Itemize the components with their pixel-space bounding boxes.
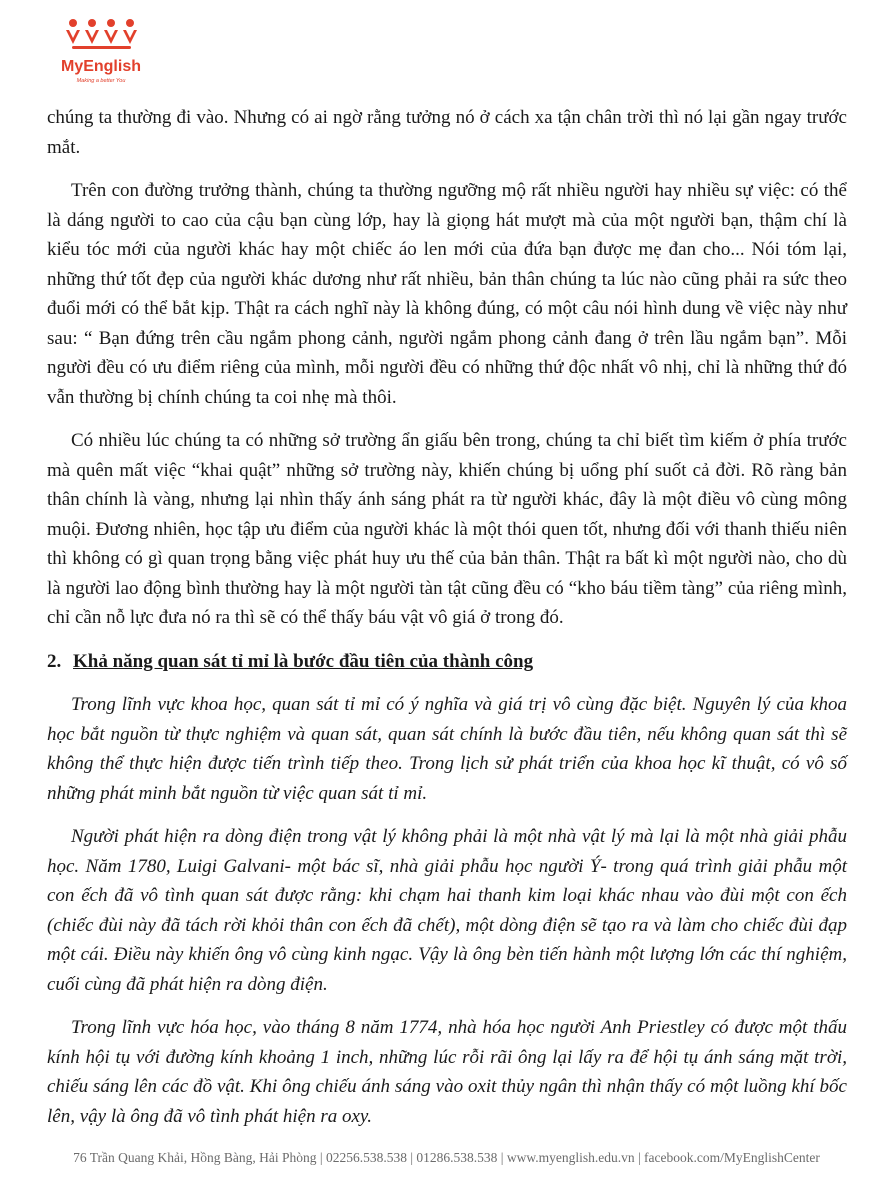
- logo-name: MyEnglish: [60, 58, 141, 75]
- paragraph: Trong lĩnh vực hóa học, vào tháng 8 năm 1774, nhà hóa học người Anh Priestley có được một thấu kính hội tụ với đường kính khoảng 1 inch, những lúc rỗi rãi ông lại lấy ra để hội tụ ánh sáng mặt trời, chiếu sáng lên các đồ vật. Khi ông chiếu ánh sáng vào oxit thủy ngân thì nhận thấy có một luồng khí bốc lên, vậy là ông đã vô tình phát hiện ra oxy.: [47, 1017, 847, 1127]
- paragraph: Trong lĩnh vực khoa học, quan sát tỉ mỉ có ý nghĩa và giá trị vô cùng đặc biệt. Nguyên lý của khoa học bắt nguồn từ thực nghiệm và quan sát, quan sát chính là bước đầu tiên, nếu không quan sát thì sẽ không thể thực hiện được tiến trình tiếp theo. Trong lịch sử phát triển của khoa học kĩ thuật, có vô số những phát minh bắt nguồn từ việc quan sát tỉ mỉ.: [47, 694, 847, 804]
- section-number: 2.: [47, 650, 62, 672]
- brand-logo: [46, 18, 156, 88]
- paragraph: chúng ta thường đi vào. Nhưng có ai ngờ rằng tưởng nó ở cách xa tận chân trời thì nó lại gần ngay trước mắt.: [47, 107, 847, 158]
- section-heading: [47, 647, 847, 677]
- paragraph: Có nhiều lúc chúng ta có những sở trường ẩn giấu bên trong, chúng ta chỉ biết tìm kiếm ở phía trước mà quên mất việc “khai quật” những sở trường này, khiến chúng bị uổng phí suốt cả đời. Rõ ràng bản thân chính là vàng, nhưng lại nhìn thấy ánh sáng phát ra từ người khác, đây là một điều vô cùng mông muội. Đương nhiên, học tập ưu điểm của người khác là một thói quen tốt, nhưng đối với thanh thiếu niên thì không có gì quan trọng bằng việc phát huy ưu thế của bản thân. Thật ra bất kì một người nào, cho dù là người lao động bình thường hay là một người tàn tật cũng đều có “kho báu tiềm tàng” của riêng mình, chỉ cần nỗ lực đưa nó ra thì sẽ có thể thấy báu vật vô giá ở trong đó.: [47, 430, 847, 628]
- logo-tagline: Making a better You: [76, 78, 126, 84]
- section-title: Khả năng quan sát tỉ mỉ là bước đầu tiên của thành công: [73, 650, 534, 672]
- document-body: [47, 103, 847, 1145]
- paragraph: Người phát hiện ra dòng điện trong vật lý không phải là một nhà vật lý mà lại là một nhà giải phẫu học. Năm 1780, Luigi Galvani- một bác sĩ, nhà giải phẫu học người Ý- trong quá trình giải phẫu một con ếch đã vô tình quan sát được rằng: khi chạm hai thanh kim loại khác nhau vào đùi một con ếch (chiếc đùi này đã tách rời khỏi thân con ếch đã chết), một dòng điện sẽ tạo ra và làm cho chiếc đùi đạp một cái. Điều này khiến ông vô cùng kinh ngạc. Vậy là ông bèn tiến hành một lượng lớn các thí nghiệm, cuối cùng đã phát hiện ra dòng điện.: [47, 826, 847, 995]
- paragraph: Trên con đường trưởng thành, chúng ta thường ngưỡng mộ rất nhiều người hay nhiều sự việc: có thể là dáng người to cao của cậu bạn cùng lớp, hay là giọng hát mượt mà của một người bạn, thậm chí là kiểu tóc mới của người khác hay một chiếc áo len mới của đứa bạn được mẹ đan cho... Nói tóm lại, những thứ tốt đẹp của người khác dương như rất nhiều, bản thân chúng ta lúc nào cũng phải ra sức theo đuổi mới có thể bắt kịp. Thật ra cách nghĩ này là không đúng, có một câu nói hình dung về việc này như sau: “ Bạn đứng trên cầu ngắm phong cảnh, người ngắm phong cảnh đang ở trên lầu ngắm bạn”. Mỗi người đều có ưu điểm riêng của mình, mỗi người đều có những thứ độc nhất vô nhị, chỉ là những thứ đó vẫn thường bị chính chúng ta coi nhẹ mà thôi.: [47, 180, 847, 408]
- logo-people-icon: [64, 18, 138, 58]
- page-footer: 76 Trần Quang Khải, Hồng Bàng, Hải Phòng | 02256.538.538 | 01286.538.538 | www.myenglish.edu.vn | facebook.com/MyEnglishCenter: [73, 1150, 820, 1165]
